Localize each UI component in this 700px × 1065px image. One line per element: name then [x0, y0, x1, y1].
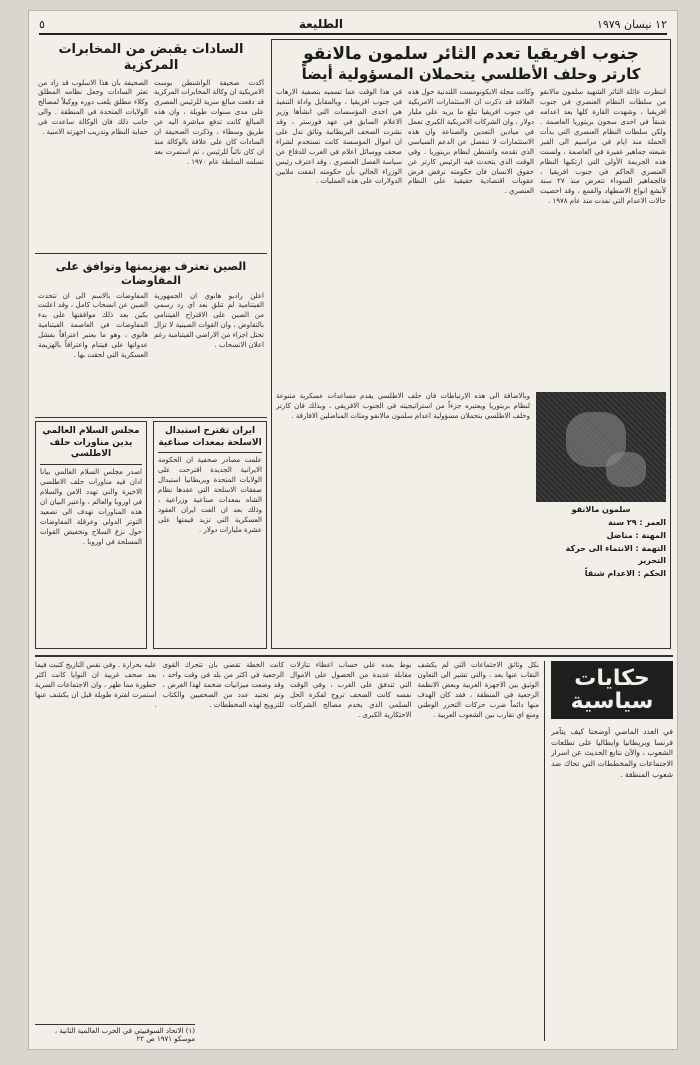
page-header	[39, 15, 667, 35]
main-headline	[276, 44, 666, 84]
china-story	[35, 257, 267, 415]
logo-line1: حكايات	[574, 666, 650, 691]
main-headline-line1: جنوب افريقيا تعدم الثائر سلمون مالانقو	[303, 44, 639, 64]
info-line: التهمة : الانتماء الى حركة التحرير	[565, 543, 666, 566]
political-tales-logo	[551, 661, 673, 719]
photo-block	[536, 392, 666, 622]
main-col-2: وكانت مجلة الايكونومست اللندنية حول هذه العلاقة قد ذكرت ان الاستثمارات الامريكية في جنوب افريقيا تبلغ ما يزيد على مليار دولار ، وان الشركات الامريكية الكبرى تعمل في ميادين التعدين والصناعة وان هذه الاستثمارات لا تنفصل عن الدعم السياسي الذي تقدمه واشنطن لنظام بريتوريا . وفي الوقت الذي يتحدث فيه الرئيس كارتر عن حقوق الانسان فان حكومته ترفض فرض عقوبات اقتصادية حقيقية على النظام العنصري .	[408, 88, 534, 196]
tales-col-1: بكل وثائق الاجتماعات التي لم يكشف النقاب عنها بعد ، والتي تشير الى التعاون الوثيق بين الاجهزة الغربية وبعض الانظمة الرجعية في المنطقة ، فقد كان الهدف منها دائماً ضرب حركات التحرر الوطني ومنع اي تقارب بين الشعوب العربية .	[417, 661, 539, 719]
tales-col-2: بوط بعده على حساب اعطاء تنازلات مقابلة عديدة من الحصول على الاموال التي تتدفق على الغرب ، وفي الوقت نفسه كانت الصحف تروج لفكرة الحل السلمي الذي يخدم مصالح الشركات الاحتكارية الكبرى .	[290, 661, 412, 719]
political-tales	[35, 661, 673, 1045]
china-col-2: المفاوضات بالاسم الى ان تتحدث الصين عن انسحاب كامل ، وقد اعلنت بكين بعد ذلك موافقتها على بدء المفاوضات في العاصمة الفيتنامية هانوي ، وهو ما يعتبر اعترافاً بفشل عدوانها على فيتنام واعترافاً بالهزيمة العسكرية التي لحقت بها .	[38, 291, 148, 360]
tales-intro: في العدد الماضي أوضحنا كيف يتآمر فرنسا وبريطانيا وايطاليا على تطلعات الشعوب ، والآن نتابع الحديث عن اسرار الاجتماعات والمخططات التي تحاك ضد شعوب المنطقة .	[551, 727, 673, 779]
china-col-1: اعلن راديو هانوي ان الجمهورية الفيتنامية لم تتلق بعد اي رد رسمي من الصين على الاقتراح الفيتنامي بالتفاوض ، وان القوات الصينية لا تزال تحتل اجزاء من الاراضي الفيتنامية رغم اعلان الانسحاب .	[154, 291, 264, 350]
info-line: المهنة : مناضل	[606, 530, 666, 540]
peace-text: اصدر مجلس السلام العالمي بياناً ادان فيه مناورات حلف الاطلسي الاخيرة والتي تهدد الامن والسلام في اوروبا والعالم ، واعتبر البيان ان هذه المناورات تهدف الى تصعيد التوتر الدولي وعرقلة المفاوضات حول نزع السلاح وتخفيض القوات المسلحة في اوروبا .	[40, 468, 142, 546]
info-line: الحكم : الاعدام شنقاً	[584, 569, 666, 579]
tales-col-4: عليه بحرارة . وفي نفس التاريخ كتبت فيما بعد صحف غربية ان النوايا كانت اكثر خطورة مما ظهر ، وان الاجتماعات السرية استمرت لفترة طويلة قبل ان يكشف عنها .	[35, 661, 157, 709]
iran-story	[153, 421, 267, 649]
issue-date: ١٢ نيسان ١٩٧٩	[596, 17, 667, 31]
iran-text: علمت مصادر صحفية ان الحكومة الايرانية الجديدة اقترحت على الولايات المتحدة وبريطانيا استبدال صفقات الاسلحة التي عقدها نظام الشاه بمعدات صناعية وزراعية ، وذلك بعد ان الغت ايران العقود العسكرية التي تزيد قيمتها على عشرة مليارات دولار .	[158, 456, 262, 534]
page-number: ٥	[39, 17, 45, 31]
main-col-1: انتظرت عائلة الثائر الشهيد سلمون مالانقو من سلطات النظام العنصري في جنوب افريقيا ، وشهدت القارة كلها بعد اعدامه شنقاً في احدى سجون بريتوريا العاصمة . ولكن سلطات النظام العنصري التي بدأت الحملة منذ ايام في مراسيم الى القبر شيعته جماهير غفيرة في العاصمة ، ولسنت هذه الجريمة الأولى التي ارتكبها النظام العنصري الحاكم في جنوب افريقيا ، فالجماهير السوداء تتعرض منذ ٢٧ سنة لأبشع انواع الاضطهاد والقمع ، وقد احصيت حالات الاعدام التي نفذت منذ عام ١٩٧٨ .	[540, 88, 666, 206]
sadat-story	[35, 39, 267, 251]
masthead: الطليعة	[298, 17, 343, 31]
info-box	[536, 517, 666, 581]
newspaper-page	[28, 10, 678, 1050]
peace-headline: مجلس السلام العالمي يدين مناورات حلف الاطلسي	[40, 426, 142, 465]
main-headline-line2: كارتر وحلف الأطلسي يتحملان المسؤولية أيضاً	[301, 65, 641, 84]
tales-footnote: (١) الاتحاد السوفييتي في الحرب العالمية الثانية ، موسكو ١٩٧١ ص ٢٢	[35, 1024, 195, 1043]
tales-col-3: كانت الخطة تقضي بأن تتحرك القوى الرجعية في اكثر من بلد في وقت واحد ، وقد وضعت ميزانيات ضخمة لهذا الغرض ، وتم تجنيد عدد من الصحفيين والكتاب للترويج لهذه المخططات .	[162, 661, 284, 709]
china-headline: الصين تعترف بهزيمتها وتوافق على المفاوضات	[55, 260, 247, 287]
photo-caption: سلمون مالانقو	[571, 505, 631, 514]
malanqu-photo	[536, 392, 666, 502]
iran-headline: ايران تقترح استبدال الاسلحة بمعدات صناعية	[158, 426, 262, 453]
sadat-col-2: الصحيفة بأن هذا الاسلوب قد زاد من تعثر السادات وجعل نظامه المطلق وكلاء مطلق يلعب دوره ووكيلاً لمصالح الولايات المتحدة في المنطقة . والى جانب ذلك فان الوكالة ساعدت في حماية النظام وتدريب اجهزته الامنية .	[38, 78, 148, 137]
info-line: العمر : ٢٩ سنة	[608, 518, 666, 527]
main-col-3: في هذا الوقت عما تسميه بتصفية الارهاب في جنوب افريقيا ، وبالمقابل واداة التنفيذ هي احدى المؤسسات التي انشأها وزير الاعلام السابق في عهد فورستر ، وقد نشرت الصحف البريطانية وثائق تدل على ان اموال المؤسسة كانت تستخدم لشراء صحف ووسائل اعلام في الغرب للدفاع عن سياسة الفصل العنصري . وقد اعترف رئيس الوزراء الحالي بأن حكومته انفقت ملايين الدولارات على هذه العمليات .	[276, 88, 402, 186]
main-bottom-text: وبالاضافة الى هذه الارتباطات فان حلف الاطلسي يقدم مساعدات عسكرية متنوعة لنظام بريتوريا ويعتبره جزءاً من استراتيجيته في الجنوب الافريقي ، وبذلك فان كارتر وحلف الاطلسي يتحملان مسؤولية اعدام سلمون مالانقو ومئات المناضلين الافارقة .	[276, 392, 530, 420]
sadat-col-1: أكدت صحيفة الواشنطن بوست الامريكية ان وكالة المخابرات المركزية قد دفعت مبالغ سرية للرئيس المصري على مدى سنوات طويلة ، وان هذه المبالغ كانت تدفع مباشرة اليه عن طريق وسطاء ، وذكرت الصحيفة ان السادات كان على علاقة بالوكالة منذ ان كان نائباً للرئيس ، ثم استمرت بعد تسلمه السلطة عام ١٩٧٠ .	[154, 78, 264, 166]
peace-council-story	[35, 421, 147, 649]
sadat-headline: السادات يقبض من المخابرات المركزية	[58, 42, 244, 74]
main-story	[271, 39, 671, 649]
logo-line2: سياسية	[570, 689, 654, 715]
